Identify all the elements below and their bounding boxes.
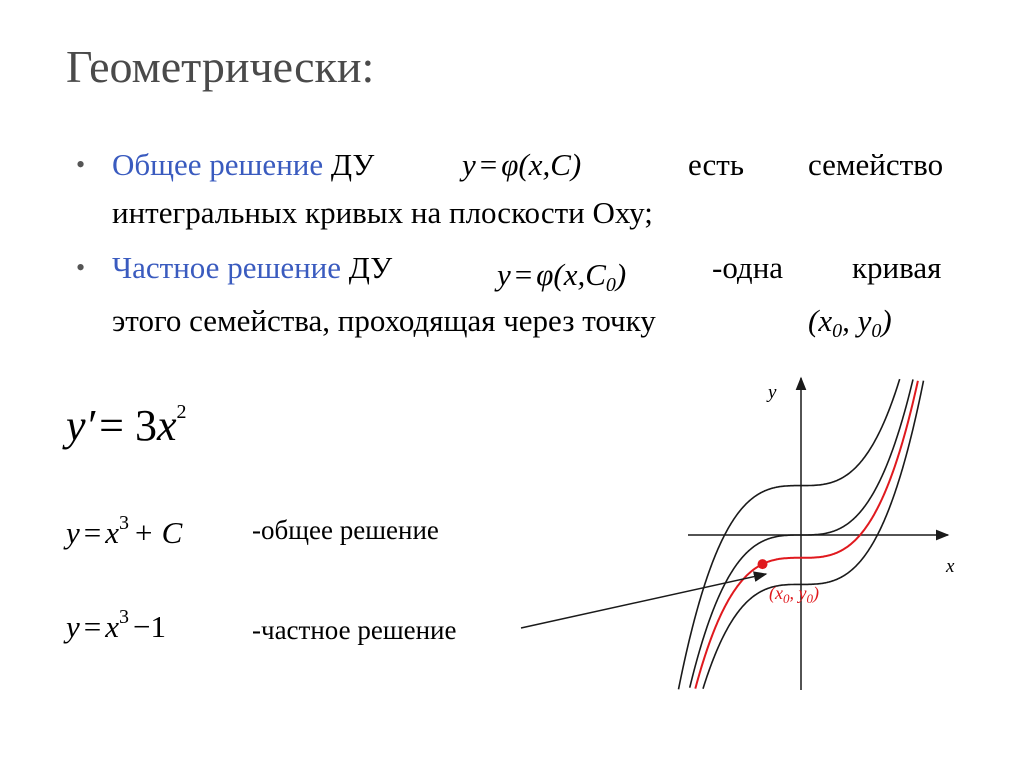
bullet-1-word-est: есть [688,147,744,182]
formula-phi: φ [501,147,519,182]
formula2-y: y [497,257,511,292]
pointer-arrow [521,574,766,628]
pt-label-close: ) [812,583,819,603]
ode-exp: 2 [176,401,187,423]
du-text: ДУ [330,147,375,182]
bullet-2-line-2: этого семейства, проходящая через точку [112,303,656,338]
bullet-1-word-family: семейство [808,147,944,182]
pt-label-mid: , y [789,583,807,603]
part-var: x [105,609,120,644]
ode-eq: = 3 [99,401,157,450]
part-lhs: y [66,609,80,644]
initial-point-label [769,583,819,606]
bullet-2-word-one: -одна [712,250,784,285]
pt-label-sub2: 0 [806,591,813,606]
formula2-close: ) [615,257,627,292]
point-close: ) [881,303,892,338]
formula2-open: (x,C [553,257,606,292]
gen-var: x [105,515,120,550]
part-rest: −1 [133,609,166,644]
gen-rest: + C [133,515,183,550]
part-eq: = [83,609,102,644]
slide-title: Геометрически: [66,41,375,92]
gen-lhs: y [66,515,80,550]
pt-label-open: (x [769,583,783,603]
formula-y: y [462,147,476,182]
point-sub2: 0 [871,320,882,342]
general-solution-term: Общее решение [112,147,324,182]
pt-label-sub1: 0 [782,591,790,606]
formula2-sub: 0 [605,274,616,296]
formula2-phi: φ [536,257,554,292]
initial-point-marker [758,559,768,569]
bullet-2-word-curve: кривая [852,250,942,285]
y-axis-label: y [768,382,777,403]
general-solution-label: -общее решение [252,515,439,545]
bullet-dot-1: • [76,150,86,179]
du-text-2: ДУ [348,250,393,285]
particular-solution-label: -частное решение [252,615,457,645]
x-axis-label: x [946,556,955,577]
part-exp: 3 [119,606,130,628]
ode-var: x [156,401,177,450]
integral-curve-2 [679,379,900,689]
gen-exp: 3 [119,512,130,534]
formula2-eq: = [514,257,533,292]
formula-eq: = [479,147,498,182]
gen-eq: = [83,515,102,550]
formula-args: (x,C) [518,147,582,182]
particular-solution-term: Частное решение [112,250,342,285]
ode-lhs: y′ [66,401,96,450]
point-mid: , y [842,303,872,338]
bullet-dot-2: • [76,253,86,282]
point-open: (x [808,303,833,338]
point-sub1: 0 [832,320,843,342]
bullet-1-line-2: интегральных кривых на плоскости Оху; [112,195,653,230]
